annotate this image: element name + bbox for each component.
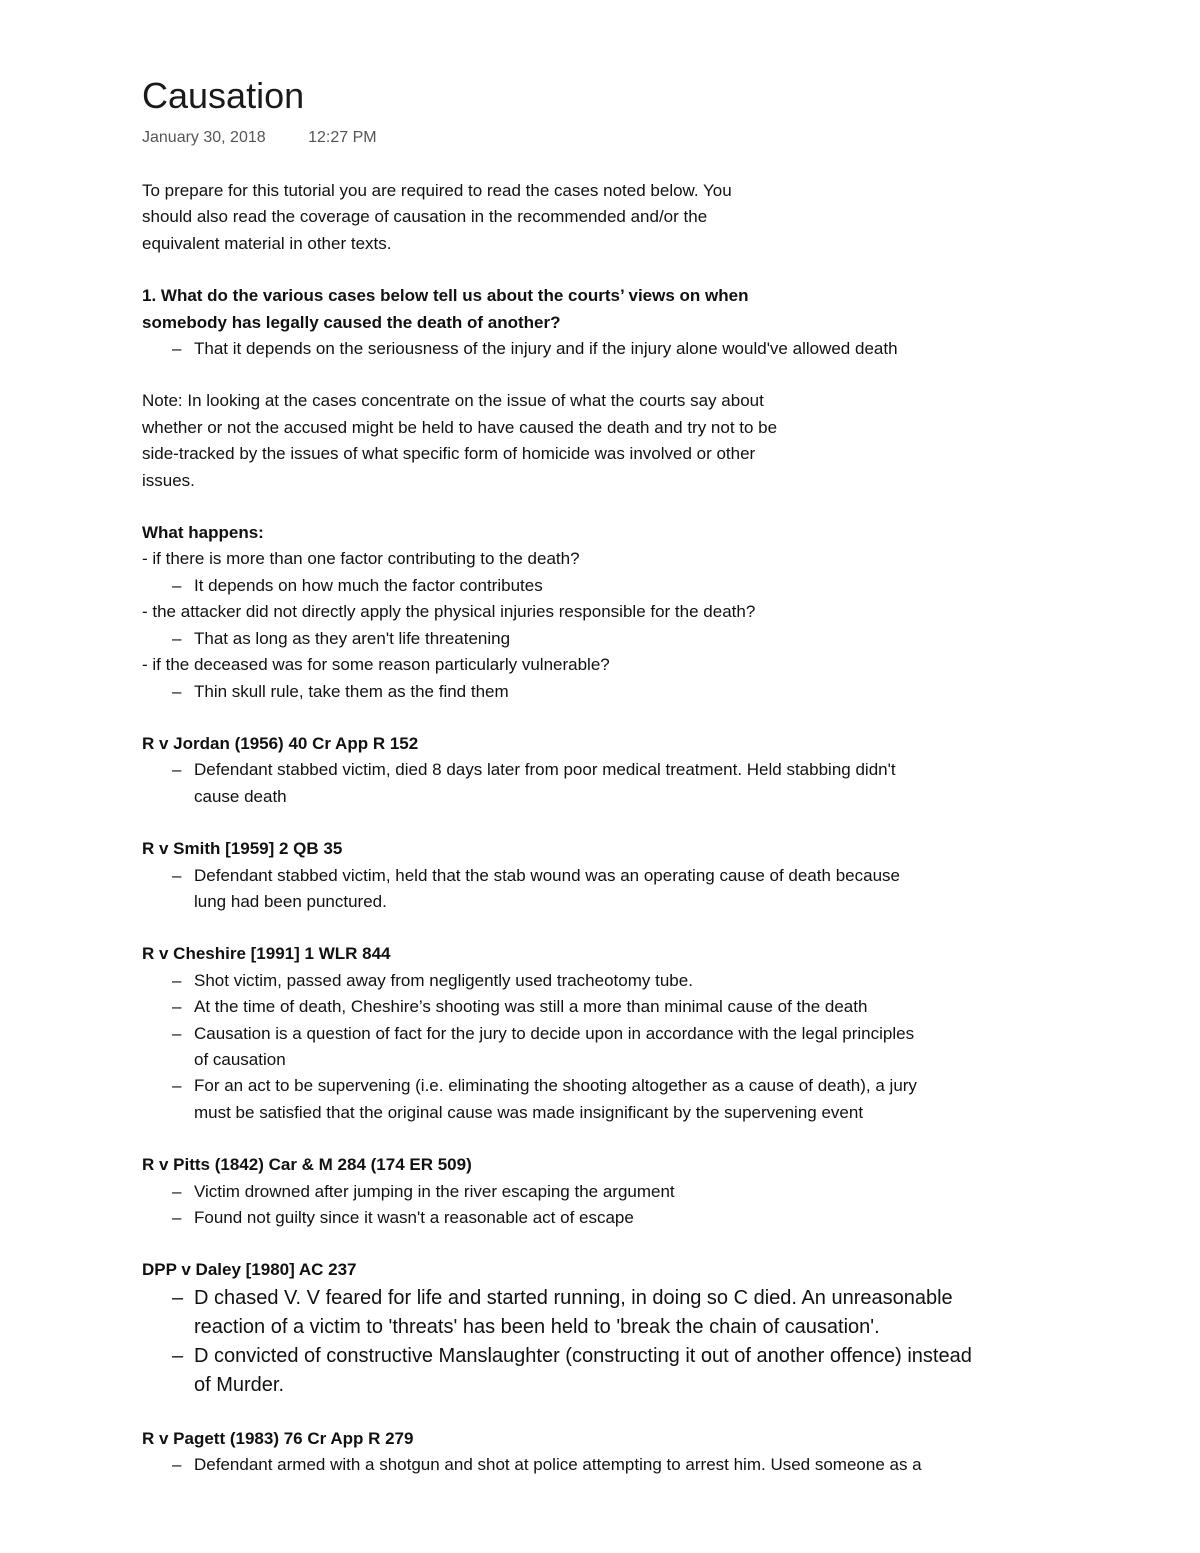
note-line: whether or not the accused might be held to have caused the death and try not to be bbox=[142, 417, 778, 437]
case-points bbox=[142, 757, 1072, 810]
answer-text: It depends on how much the factor contributes bbox=[194, 575, 543, 595]
bullet-dash: – bbox=[172, 1023, 182, 1043]
case-smith bbox=[142, 836, 1072, 915]
bullet-dash: – bbox=[172, 760, 182, 780]
point-line: Defendant armed with a shotgun and shot at police attempting to arrest him. Used someone as a bbox=[194, 1455, 922, 1475]
list-item bbox=[142, 679, 1072, 705]
point-line: Found not guilty since it wasn't a reasonable act of escape bbox=[194, 1208, 634, 1227]
case-points bbox=[142, 863, 1072, 916]
bullet-dash: – bbox=[172, 1455, 182, 1475]
note-line: Note: In looking at the cases concentrate on the issue of what the courts say about bbox=[142, 391, 764, 411]
list-item bbox=[142, 968, 1072, 994]
bullet-dash: – bbox=[172, 1181, 182, 1201]
answer-text: Thin skull rule, take them as the find them bbox=[194, 681, 509, 701]
point-line: Defendant stabbed victim, died 8 days later from poor medical treatment. Held stabbing didn't bbox=[194, 760, 896, 780]
point-line: of causation bbox=[194, 1049, 286, 1069]
case-pitts bbox=[142, 1152, 1072, 1231]
intro-line: equivalent material in other texts. bbox=[142, 233, 392, 253]
page-title: Causation bbox=[142, 75, 305, 116]
bullet-dash: – bbox=[172, 1286, 184, 1309]
answer-text: That it depends on the seriousness of the injury and if the injury alone would've allowed death bbox=[194, 339, 898, 359]
case-title: R v Jordan (1956) 40 Cr App R 152 bbox=[142, 733, 419, 753]
intro-line: should also read the coverage of causation in the recommended and/or the bbox=[142, 207, 708, 227]
point-line: of Murder. bbox=[194, 1373, 285, 1396]
note-date: January 30, 2018 bbox=[142, 129, 266, 146]
case-title: R v Pitts (1842) Car & M 284 (174 ER 509) bbox=[142, 1155, 472, 1175]
question-1 bbox=[142, 283, 1072, 362]
point-line: Victim drowned after jumping in the river escaping the argument bbox=[194, 1181, 675, 1201]
point-line: reaction of a victim to 'threats' has been held to 'break the chain of causation'. bbox=[194, 1315, 880, 1338]
point-line: Defendant stabbed victim, held that the stab wound was an operating cause of death because bbox=[194, 865, 900, 885]
what-happens-answers bbox=[142, 626, 1072, 652]
intro-paragraph bbox=[142, 178, 1072, 257]
question-1-line: somebody has legally caused the death of another? bbox=[142, 312, 561, 332]
what-happens-question: - if there is more than one factor contributing to the death? bbox=[142, 549, 580, 569]
list-item bbox=[142, 336, 1072, 362]
bullet-dash: – bbox=[172, 1208, 182, 1227]
bullet-dash: – bbox=[172, 1076, 182, 1096]
point-line: lung had been punctured. bbox=[194, 891, 387, 911]
list-item bbox=[142, 1073, 1072, 1126]
bullet-dash: – bbox=[172, 1344, 184, 1367]
what-happens-answers bbox=[142, 573, 1072, 599]
point-line: For an act to be supervening (i.e. eliminating the shooting altogether as a cause of death), a jury bbox=[194, 1076, 917, 1096]
what-happens-section bbox=[142, 520, 1072, 705]
answer-text: That as long as they aren't life threatening bbox=[194, 628, 511, 648]
case-daley bbox=[142, 1257, 1072, 1399]
bullet-dash: – bbox=[172, 575, 182, 595]
case-pagett bbox=[142, 1426, 1072, 1479]
bullet-dash: – bbox=[172, 339, 182, 359]
note-meta bbox=[142, 128, 1072, 148]
list-item bbox=[142, 994, 1072, 1020]
point-line: Shot victim, passed away from negligently used tracheotomy tube. bbox=[194, 970, 693, 990]
bullet-dash: – bbox=[172, 970, 182, 990]
point-line: must be satisfied that the original cause was made insignificant by the supervening event bbox=[194, 1102, 864, 1122]
case-points bbox=[142, 1179, 1072, 1232]
question-1-answers bbox=[142, 336, 1072, 362]
note-line: issues. bbox=[142, 470, 195, 490]
note-line: side-tracked by the issues of what specific form of homicide was involved or other bbox=[142, 444, 756, 464]
section-heading: What happens: bbox=[142, 523, 264, 543]
case-points bbox=[142, 968, 1072, 1126]
case-title: R v Smith [1959] 2 QB 35 bbox=[142, 839, 343, 859]
list-item bbox=[142, 1179, 1072, 1205]
intro-line: To prepare for this tutorial you are required to read the cases noted below. You bbox=[142, 181, 732, 200]
list-item bbox=[142, 1021, 1072, 1074]
case-jordan bbox=[142, 731, 1072, 810]
point-line: D chased V. V feared for life and started running, in doing so C died. An unreasonable bbox=[194, 1286, 953, 1309]
case-cheshire bbox=[142, 941, 1072, 1126]
point-line: Causation is a question of fact for the jury to decide upon in accordance with the legal principles bbox=[194, 1023, 915, 1043]
list-item bbox=[142, 1452, 1072, 1478]
list-item bbox=[142, 1205, 1072, 1231]
bullet-dash: – bbox=[172, 865, 182, 885]
point-line: cause death bbox=[194, 786, 287, 806]
what-happens-question: - the attacker did not directly apply the physical injuries responsible for the death? bbox=[142, 602, 756, 622]
case-title: R v Pagett (1983) 76 Cr App R 279 bbox=[142, 1428, 414, 1448]
list-item bbox=[142, 626, 1072, 652]
list-item bbox=[142, 573, 1072, 599]
note-time: 12:27 PM bbox=[308, 129, 377, 146]
note-paragraph bbox=[142, 388, 1072, 494]
case-points bbox=[142, 1284, 1072, 1400]
bullet-dash: – bbox=[172, 997, 182, 1017]
what-happens-question: - if the deceased was for some reason particularly vulnerable? bbox=[142, 655, 610, 675]
case-points bbox=[142, 1452, 1072, 1478]
list-item bbox=[142, 757, 1072, 810]
bullet-dash: – bbox=[172, 628, 182, 648]
question-1-line: 1. What do the various cases below tell us about the courts’ views on when bbox=[142, 286, 749, 306]
bullet-dash: – bbox=[172, 681, 182, 701]
list-item bbox=[142, 1342, 1072, 1400]
list-item bbox=[142, 1284, 1072, 1342]
point-line: At the time of death, Cheshire’s shooting was still a more than minimal cause of the death bbox=[194, 997, 868, 1017]
what-happens-answers bbox=[142, 679, 1072, 705]
point-line: D convicted of constructive Manslaughter (constructing it out of another offence) instead bbox=[194, 1344, 972, 1367]
list-item bbox=[142, 863, 1072, 916]
case-title: DPP v Daley [1980] AC 237 bbox=[142, 1260, 357, 1280]
case-title: R v Cheshire [1991] 1 WLR 844 bbox=[142, 944, 391, 964]
document-page bbox=[142, 74, 1072, 1479]
